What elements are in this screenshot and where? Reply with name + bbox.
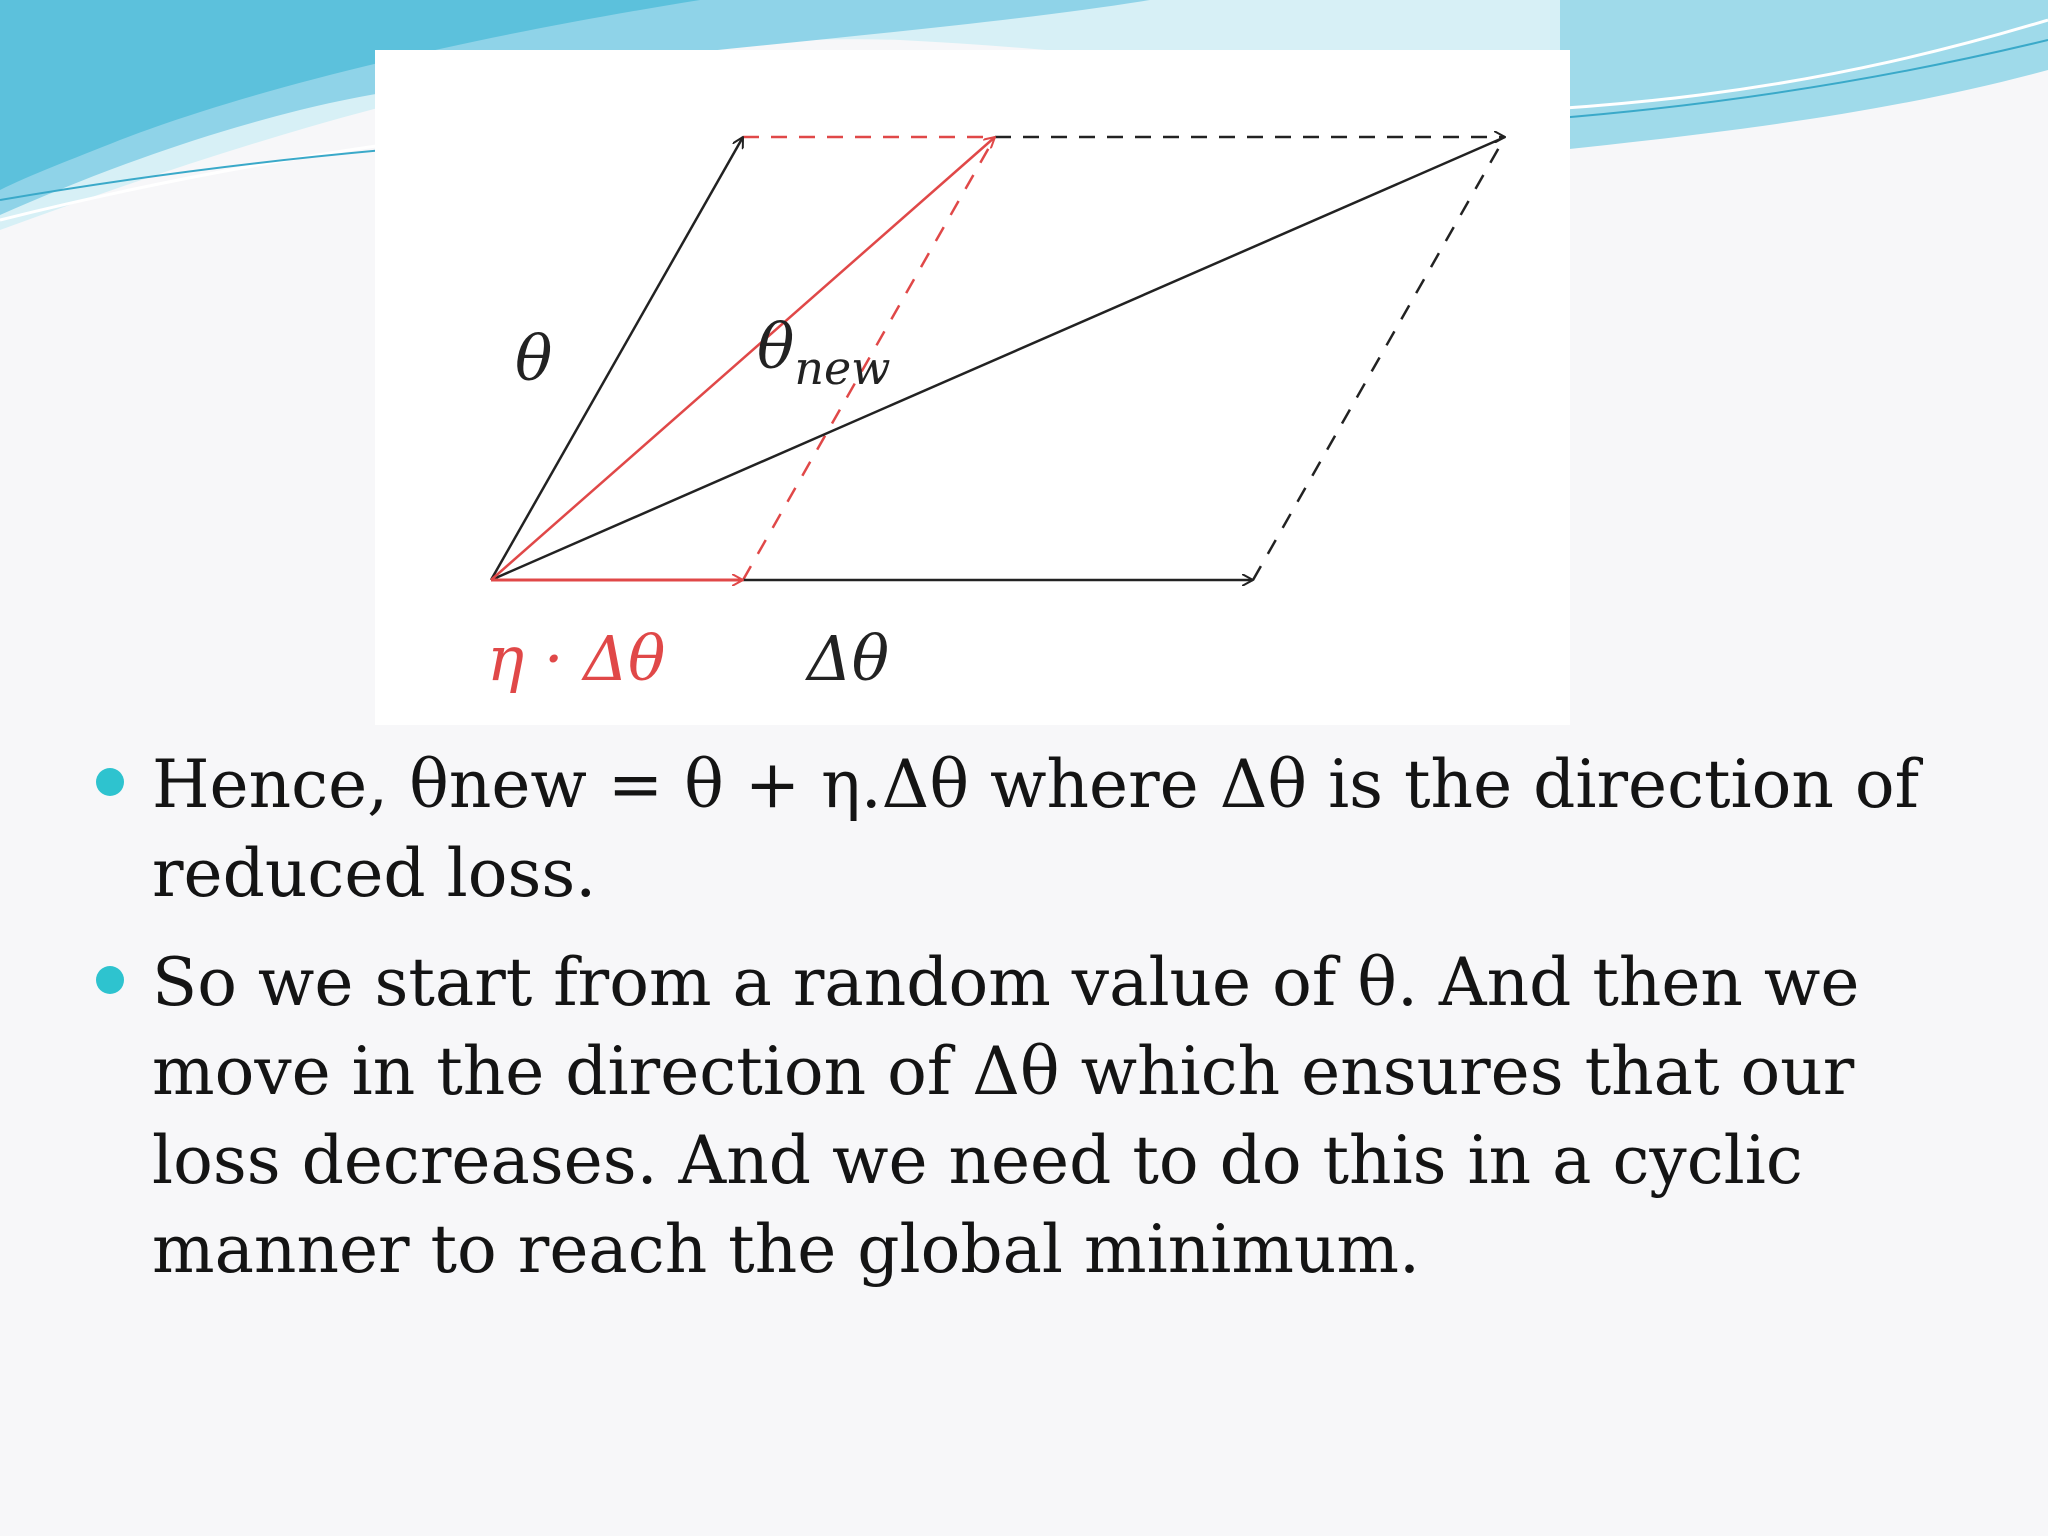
bullet-item-update-rule: Hence, θnew = θ + η.Δθ where Δθ is the direction of reduced loss. [90,740,1990,918]
label-theta: θ [515,322,553,395]
wave-band-right [1560,0,2048,150]
vector-addition-diagram [375,50,1570,725]
bullet-item-procedure: So we start from a random value of θ. And then we move in the direction of Δθ which ensures that our loss decreases. And we need to do this in a cyclic manner to reach the global minimum. [90,938,1990,1294]
vector-diagram-panel [375,50,1570,725]
label-eta-delta-theta: η · Δθ [487,622,666,695]
bullet-list [90,740,1990,1314]
label-theta-new [757,310,891,395]
label-theta-new-main: θ [757,310,795,383]
vector-theta-new [491,137,995,580]
dashed-right-black [1253,137,1505,580]
vector-theta-plus-delta [491,137,1505,580]
label-theta-new-sub: new [794,341,891,395]
label-delta-theta: Δθ [807,622,890,695]
